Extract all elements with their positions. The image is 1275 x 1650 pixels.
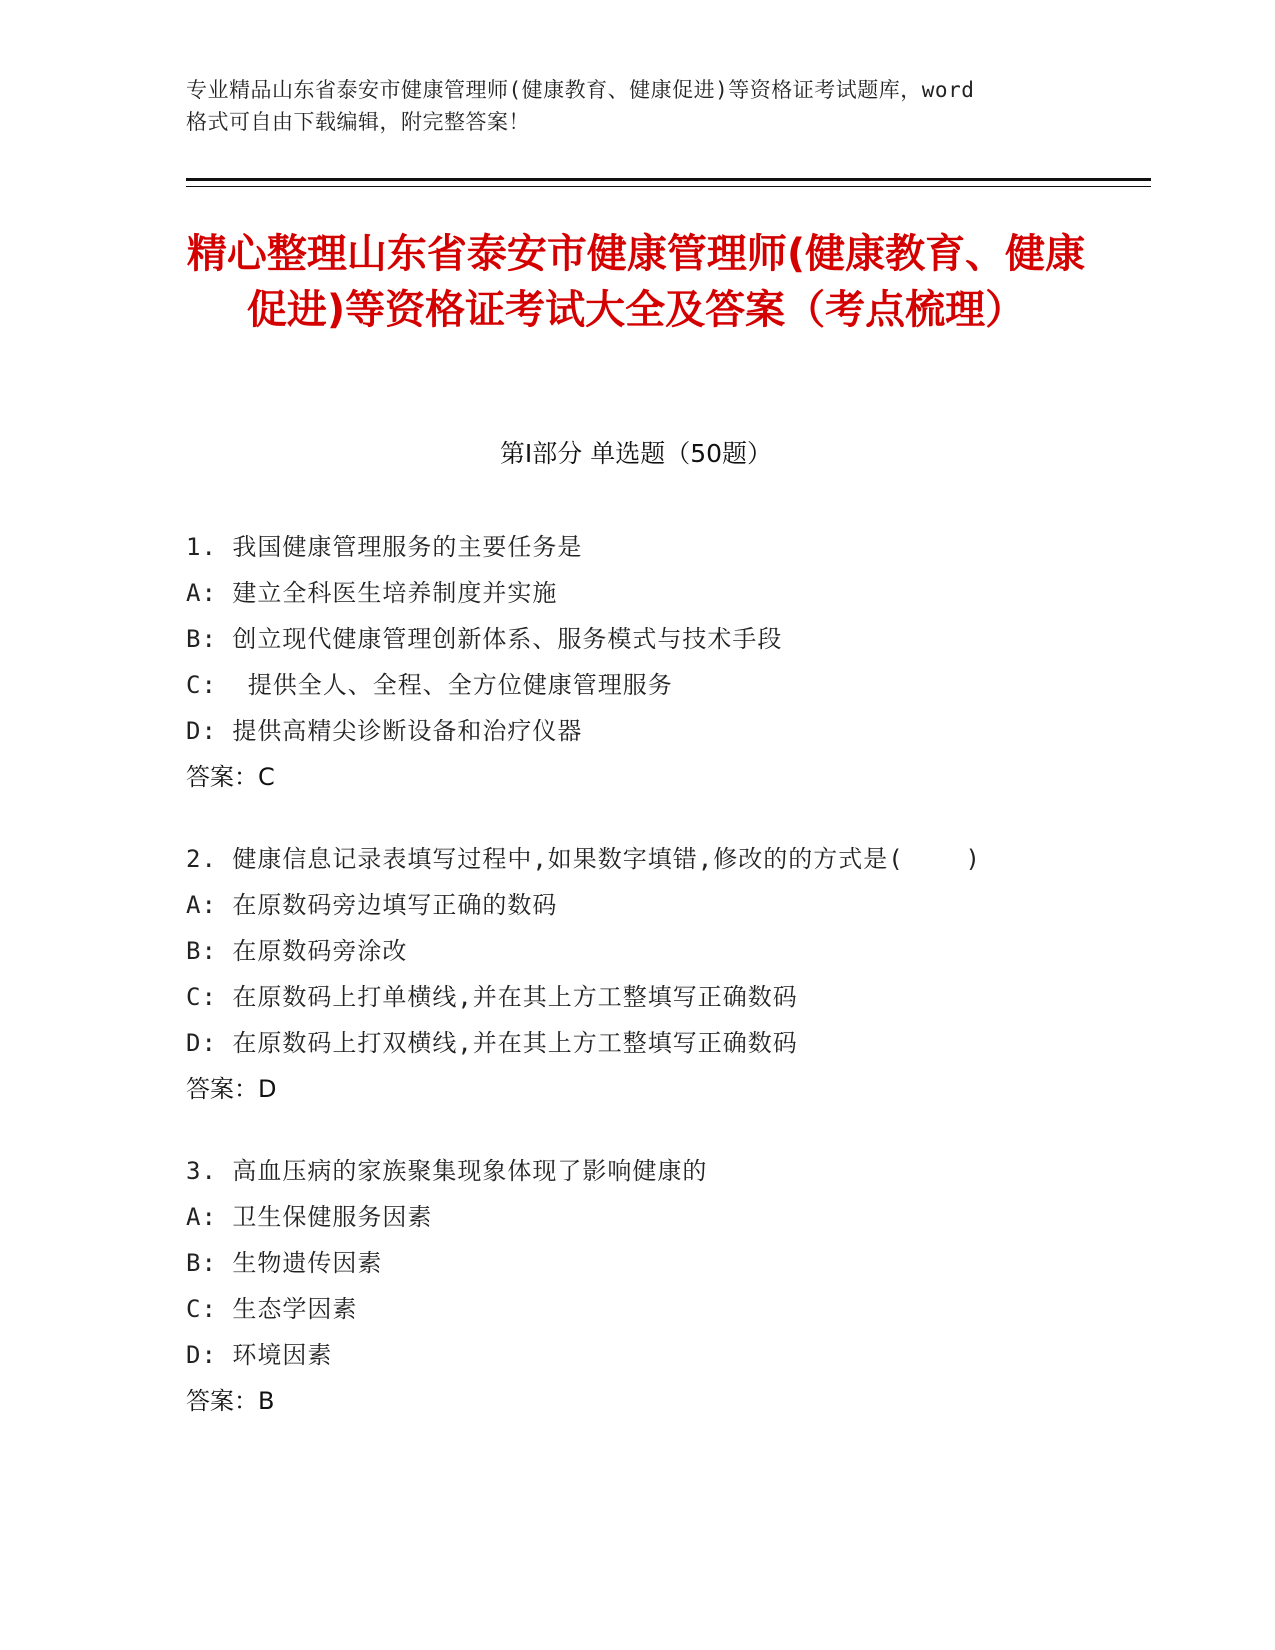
option-b: B: 在原数码旁涂改 — [186, 937, 408, 965]
option-a: A: 在原数码旁边填写正确的数码 — [186, 891, 558, 919]
answer: 答案：B — [186, 1387, 275, 1415]
question-stem: 2. 健康信息记录表填写过程中,如果数字填错,修改的的方式是( ) — [186, 845, 981, 873]
option-d: D: 在原数码上打双横线,并在其上方工整填写正确数码 — [186, 1029, 798, 1057]
answer: 答案：C — [186, 763, 275, 791]
option-c: C: 提供全人、全程、全方位健康管理服务 — [186, 671, 673, 699]
question-stem: 3. 高血压病的家族聚集现象体现了影响健康的 — [186, 1157, 708, 1185]
option-c: C: 生态学因素 — [186, 1295, 358, 1323]
header-divider-thin — [186, 186, 1151, 187]
header-note-line-2: 格式可自由下载编辑，附完整答案！ — [186, 110, 530, 134]
option-d: D: 环境因素 — [186, 1341, 333, 1369]
option-c: C: 在原数码上打单横线,并在其上方工整填写正确数码 — [186, 983, 798, 1011]
option-d: D: 提供高精尖诊断设备和治疗仪器 — [186, 717, 583, 745]
question-3 — [186, 1148, 1136, 1424]
option-b: B: 生物遗传因素 — [186, 1249, 383, 1277]
option-a: A: 卫生保健服务因素 — [186, 1203, 433, 1231]
question-1 — [186, 524, 1136, 800]
header-note — [186, 74, 1086, 138]
question-stem: 1. 我国健康管理服务的主要任务是 — [186, 533, 583, 561]
question-list — [186, 524, 1136, 1460]
option-a: A: 建立全科医生培养制度并实施 — [186, 579, 558, 607]
question-2 — [186, 836, 1136, 1112]
answer: 答案：D — [186, 1075, 277, 1103]
document-title: 精心整理山东省泰安市健康管理师(健康教育、健康促进)等资格证考试大全及答案（考点梳理） — [186, 231, 1086, 333]
section-heading: 第Ⅰ部分 单选题（50题） — [499, 439, 773, 468]
option-b: B: 创立现代健康管理创新体系、服务模式与技术手段 — [186, 625, 783, 653]
header-divider-thick — [186, 178, 1151, 181]
header-note-line-1: 专业精品山东省泰安市健康管理师(健康教育、健康促进)等资格证考试题库，word — [186, 78, 975, 102]
